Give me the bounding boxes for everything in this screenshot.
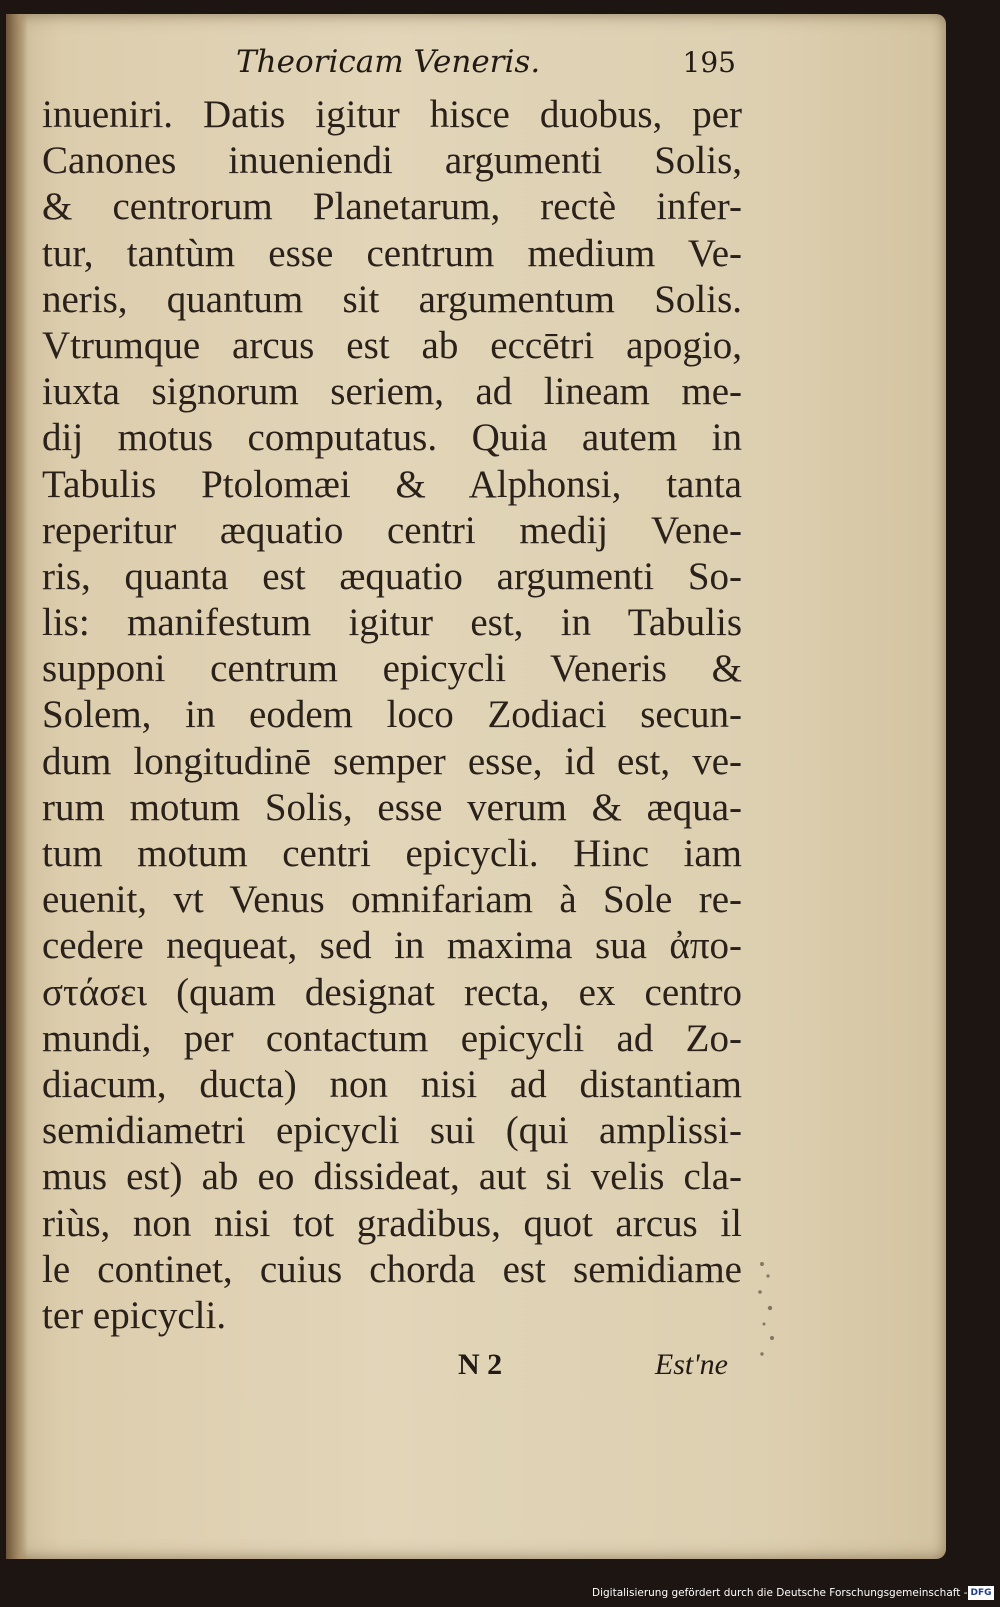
page-footer — [458, 1348, 728, 1388]
text-line: ris, quanta est æquatio argumenti So- — [42, 554, 742, 598]
text-line: euenit, vt Venus omnifariam à Sole re- — [42, 878, 742, 922]
text-line: Tabulis Ptolomæi & Alphonsi, tanta — [42, 462, 742, 506]
text-line: reperitur æquatio centri medij Vene- — [42, 508, 742, 552]
signature-mark: N 2 — [458, 1348, 503, 1381]
catchword: Est'ne — [654, 1348, 728, 1381]
text-line: lis: manifestum igitur est, in Tabulis — [42, 601, 742, 645]
text-line: dum longitudinē semper esse, id est, ve- — [42, 739, 742, 783]
text-line: tum motum centri epicycli. Hinc iam — [42, 832, 742, 875]
text-line: tur, tantùm esse centrum medium Ve- — [42, 231, 742, 275]
text-line: diacum, ducta) non nisi ad distantiam — [42, 1062, 742, 1106]
credit-text: Digitalisierung gefördert durch die Deutsche Forschungsgemeinschaft - — [592, 1587, 968, 1599]
text-line: iuxta signorum seriem, ad lineam me- — [42, 370, 742, 414]
text-line: rum motum Solis, esse verum & æqua- — [42, 785, 742, 829]
text-line: mundi, per contactum epicycli ad Zo- — [42, 1016, 742, 1060]
text-line: supponi centrum epicycli Veneris & — [42, 647, 742, 691]
text-line: riùs, non nisi tot gradibus, quot arcus il — [42, 1201, 742, 1245]
digitization-credit — [580, 1585, 994, 1603]
body-text — [42, 92, 742, 1339]
text-line: cedere nequeat, sed in maxima sua ἀπο- — [42, 924, 742, 968]
page-number: 195 — [682, 46, 736, 79]
page-header — [236, 38, 736, 88]
text-line: mus est) ab eo dissideat, aut si velis cla- — [42, 1155, 742, 1199]
running-title: Theoricam Veneris. — [236, 44, 541, 80]
text-line: dij motus computatus. Quia autem in — [42, 416, 742, 460]
page-edge-marks — [754, 1254, 784, 1374]
dfg-logo: DFG — [968, 1586, 994, 1600]
text-line: semidiametri epicycli sui (qui amplissi- — [42, 1109, 742, 1153]
text-line: le continet, cuius chorda est semidiame — [42, 1247, 742, 1291]
text-line: & centrorum Planetarum, rectè infer- — [42, 185, 742, 229]
text-line: στάσει (quam designat recta, ex centro — [42, 970, 742, 1014]
text-line: neris, quantum sit argumentum Solis. — [42, 277, 742, 321]
text-line: ter epicycli. — [42, 1293, 227, 1337]
text-line: Vtrumque arcus est ab eccētri apogio, — [42, 323, 742, 367]
text-line: Solem, in eodem loco Zodiaci secun- — [42, 693, 742, 737]
text-line: inueniri. Datis igitur hisce duobus, per — [42, 93, 742, 136]
book-page — [6, 14, 946, 1559]
text-line: Canones inueniendi argumenti Solis, — [42, 139, 742, 183]
binding-gutter — [6, 14, 28, 1559]
